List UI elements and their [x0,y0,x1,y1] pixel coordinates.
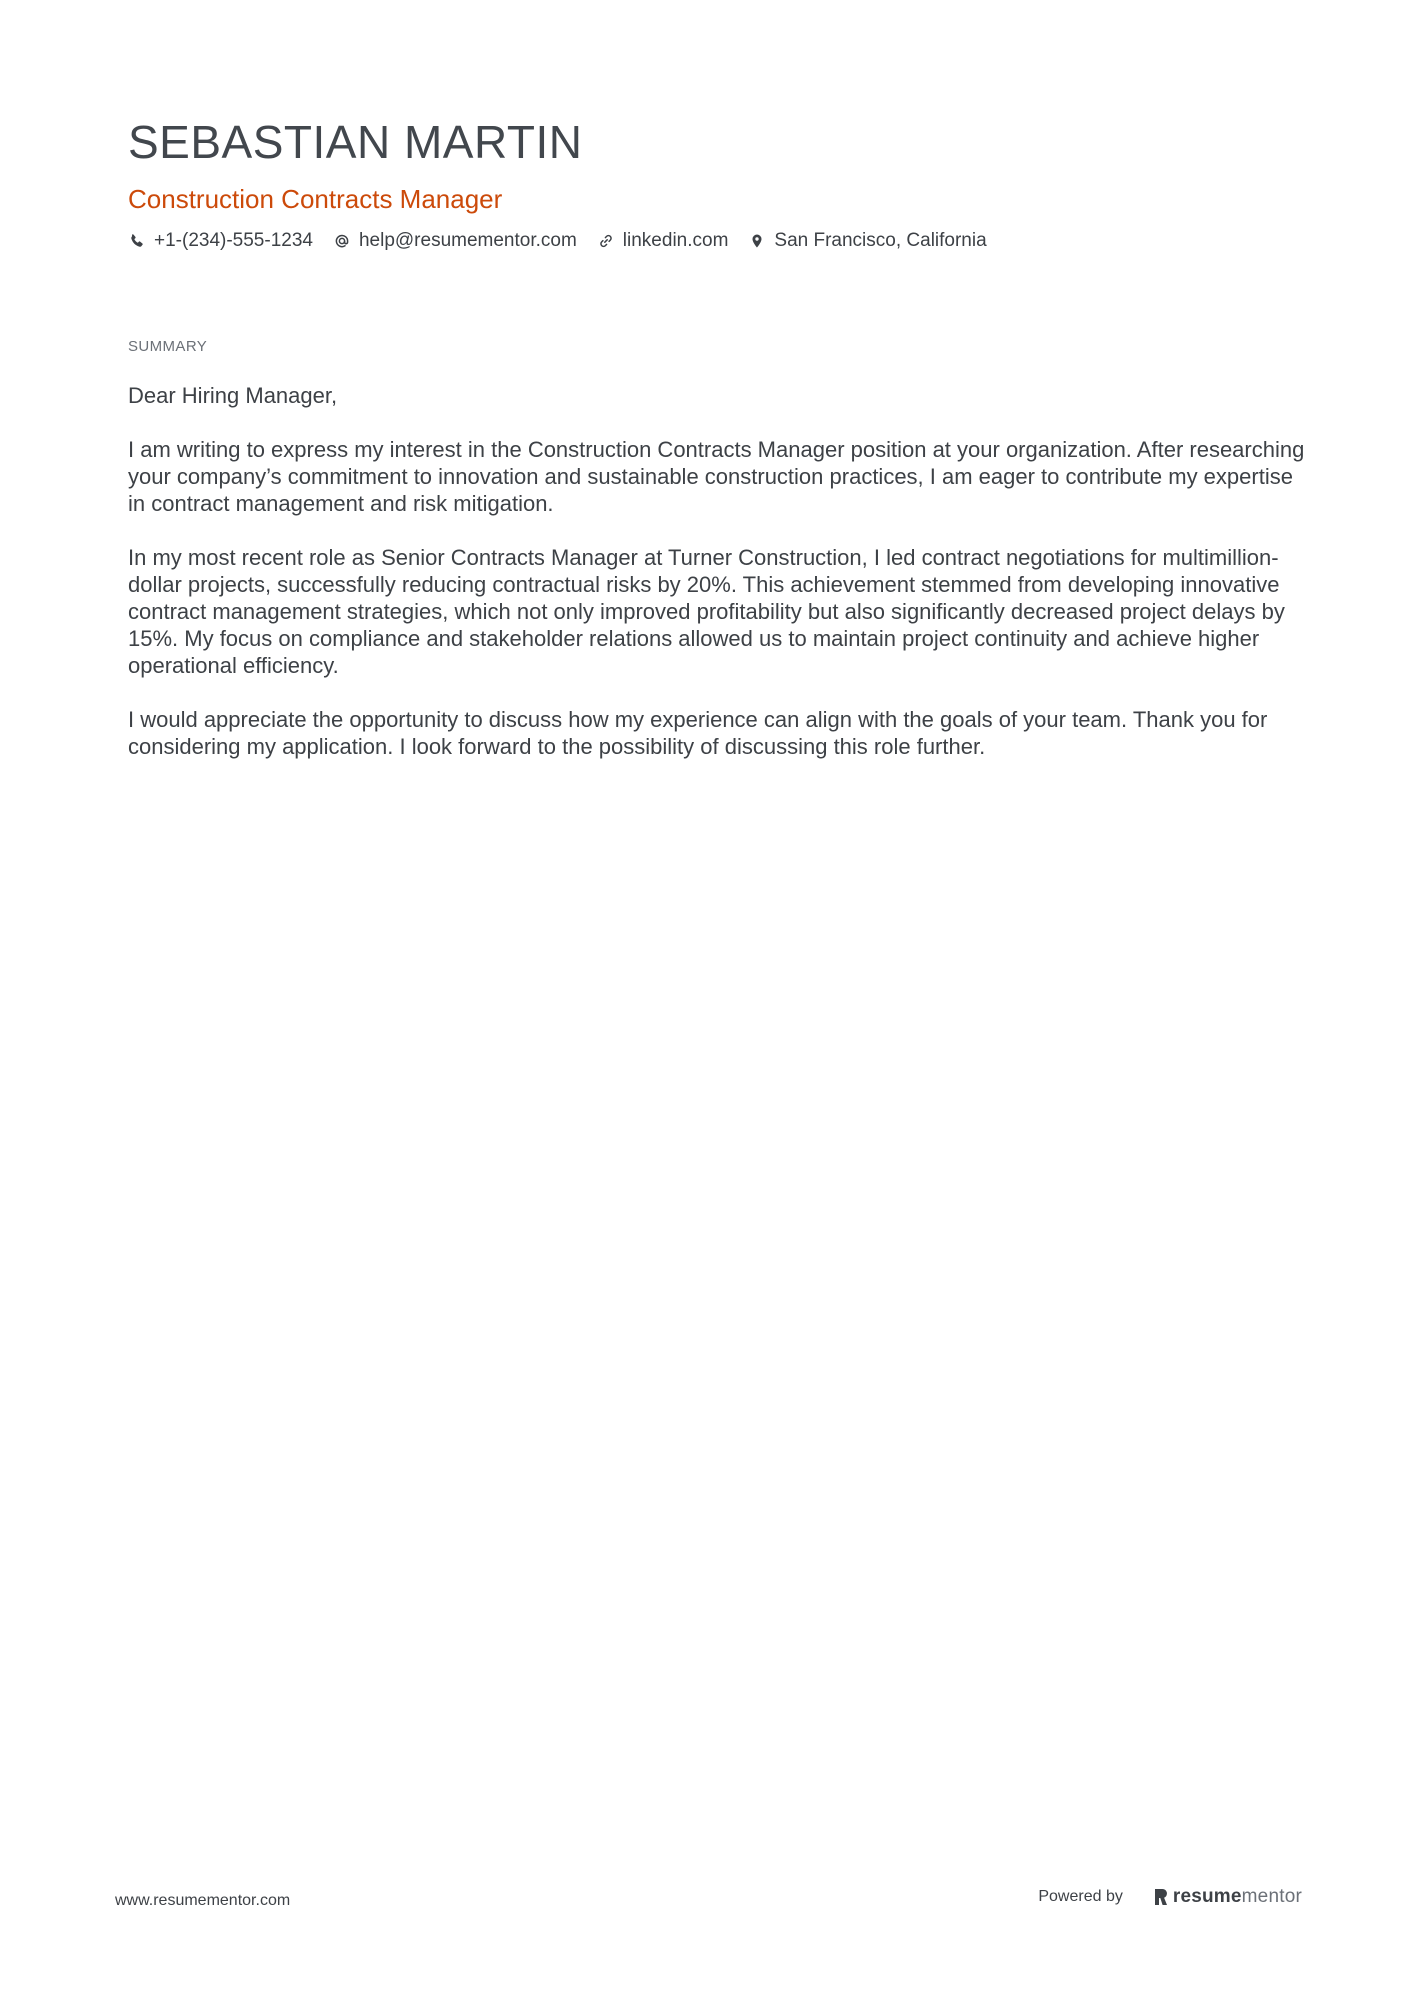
location-pin-icon [748,232,766,250]
resumementor-logo [1153,1886,1302,1908]
location-text: San Francisco, California [774,230,987,251]
contact-email [333,228,577,254]
contact-location [748,228,986,254]
letter-greeting: Dear Hiring Manager, [128,383,338,408]
section-label-summary: SUMMARY [128,338,208,355]
contact-linkedin [597,228,729,254]
footer-branding [1038,1886,1302,1908]
phone-icon [128,232,146,250]
letter-paragraph: In my most recent role as Senior Contracts Manager at Turner Construction, I led contract negotiations for multimillion-dollar projects, successfully reducing contractual risks by 20%. This achievement stemmed from developing innovative contract management strategies, which not only improved profitability but also significantly decreased project delays by 15%. My focus on compliance and stakeholder relations allowed us to maintain project continuity and achieve higher operational efficiency. [128,545,1285,678]
brand-name-light: mentor [1241,1886,1302,1907]
contact-bar [128,228,1288,254]
cover-letter-body [128,382,1308,787]
brand-name-strong: resume [1172,1886,1242,1907]
candidate-name: SEBASTIAN MARTIN [128,116,583,168]
resume-header [128,112,1288,254]
contact-phone [128,228,313,254]
letter-paragraph: I am writing to express my interest in the Construction Contracts Manager position at your organization. After researching your company’s commitment to innovation and sustainable construction practices, I am eager to contribute my expertise in contract management and risk mitigation. [128,437,1305,516]
job-title: Construction Contracts Manager [128,184,503,214]
at-icon [333,232,351,250]
linkedin-url: linkedin.com [622,230,729,251]
footer-website: www.resumementor.com [115,1892,291,1909]
letter-paragraph: I would appreciate the opportunity to discuss how my experience can align with the goals of your team. Thank you for considering my application. I look forward to the possibility of discussing this role further. [128,707,1268,759]
email-address: help@resumementor.com [358,230,577,251]
resumementor-logo-icon [1153,1887,1169,1907]
phone-number: +1-(234)-555-1234 [154,230,313,251]
link-icon [597,232,615,250]
powered-by-label: Powered by [1038,1888,1123,1905]
